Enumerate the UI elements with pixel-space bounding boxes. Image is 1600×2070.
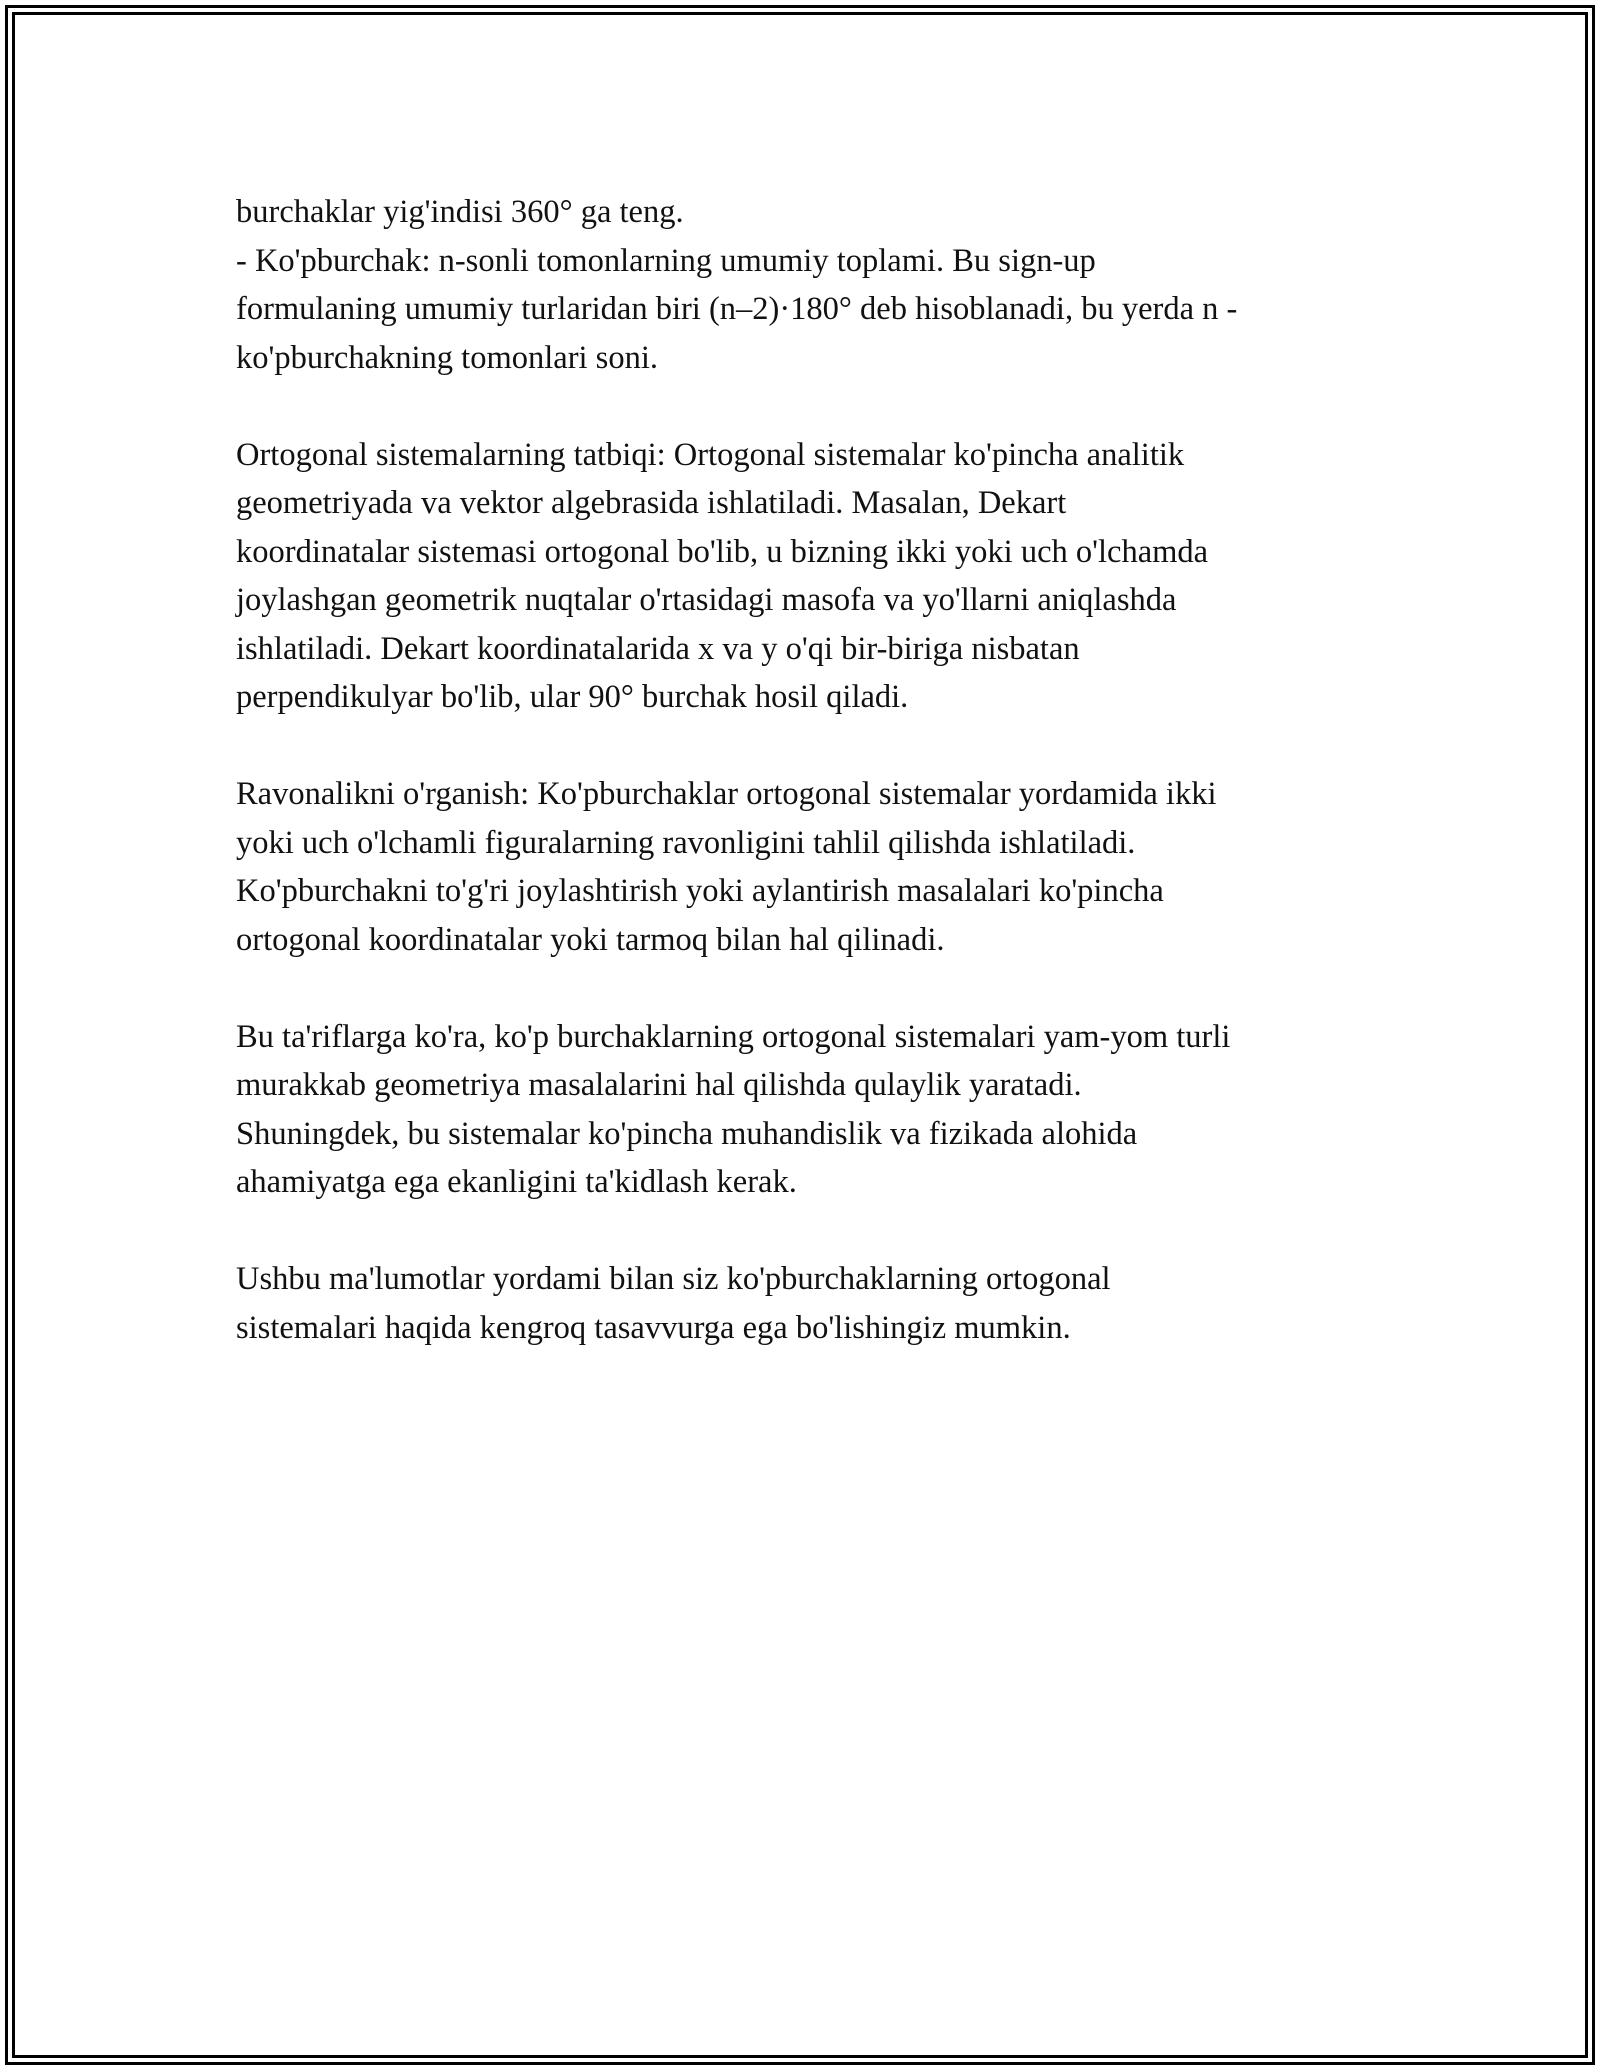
text-line: ko'pburchakning tomonlari soni.	[236, 339, 658, 376]
text-line: ishlatiladi. Dekart koordinatalarida x va y o'qi bir-biriga nisbatan	[236, 630, 1080, 667]
text-line: Ravonalikni o'rganish: Ko'pburchaklar ortogonal sistemalar yordamida ikki	[236, 776, 1217, 812]
text-line: burchaklar yig'indisi 360° ga teng.	[236, 194, 684, 230]
text-line: formulaning umumiy turlaridan biri (n–2)·180° deb hisoblanadi, bu yerda n -	[236, 291, 1238, 327]
text-line: murakkab geometriya masalalarini hal qilishda qulaylik yaratadi.	[236, 1067, 1082, 1103]
paragraph-smoothness-study	[236, 770, 1376, 964]
text-line: yoki uch o'lchamli figuralarning ravonligini tahlil qilishda ishlatiladi.	[236, 824, 1136, 861]
text-line: Ortogonal sistemalarning tatbiqi: Ortogonal sistemalar ko'pincha analitik	[236, 436, 1185, 473]
text-line: Ko'pburchakni to'g'ri joylashtirish yoki aylantirish masalalari ko'pincha	[236, 873, 1164, 909]
text-line: ahamiyatga ega ekanligini ta'kidlash kerak.	[236, 1164, 797, 1200]
text-line: sistemalari haqida kengroq tasavvurga ega bo'lishingiz mumkin.	[236, 1309, 1071, 1346]
text-line: joylashgan geometrik nuqtalar o'rtasidagi masofa va yo'llarni aniqlashda	[236, 582, 1177, 618]
paragraph-summary	[236, 1013, 1376, 1207]
text-line: - Ko'pburchak: n-sonli tomonlarning umumiy toplami. Bu sign-up	[236, 242, 1096, 279]
text-line: geometriyada va vektor algebrasida ishlatiladi. Masalan, Dekart	[236, 485, 1067, 521]
paragraph-conclusion	[236, 1255, 1376, 1352]
text-line: koordinatalar sistemasi ortogonal bo'lib, u bizning ikki yoki uch o'lchamda	[236, 533, 1209, 570]
text-line: perpendikulyar bo'lib, ular 90° burchak hosil qiladi.	[236, 679, 909, 715]
text-line: Shuningdek, bu sistemalar ko'pincha muhandislik va fizikada alohida	[236, 1115, 1138, 1152]
text-line: Ushbu ma'lumotlar yordami bilan siz ko'pburchaklarning ortogonal	[236, 1261, 1111, 1297]
text-line: ortogonal koordinatalar yoki tarmoq bilan hal qilinadi.	[236, 921, 945, 958]
paragraph-polygon-definition	[236, 188, 1376, 382]
text-line: Bu ta'riflarga ko'ra, ko'p burchaklarning ortogonal sistemalari yam-yom turli	[236, 1018, 1231, 1055]
document-body	[236, 188, 1376, 1352]
paragraph-orthogonal-application	[236, 431, 1376, 722]
